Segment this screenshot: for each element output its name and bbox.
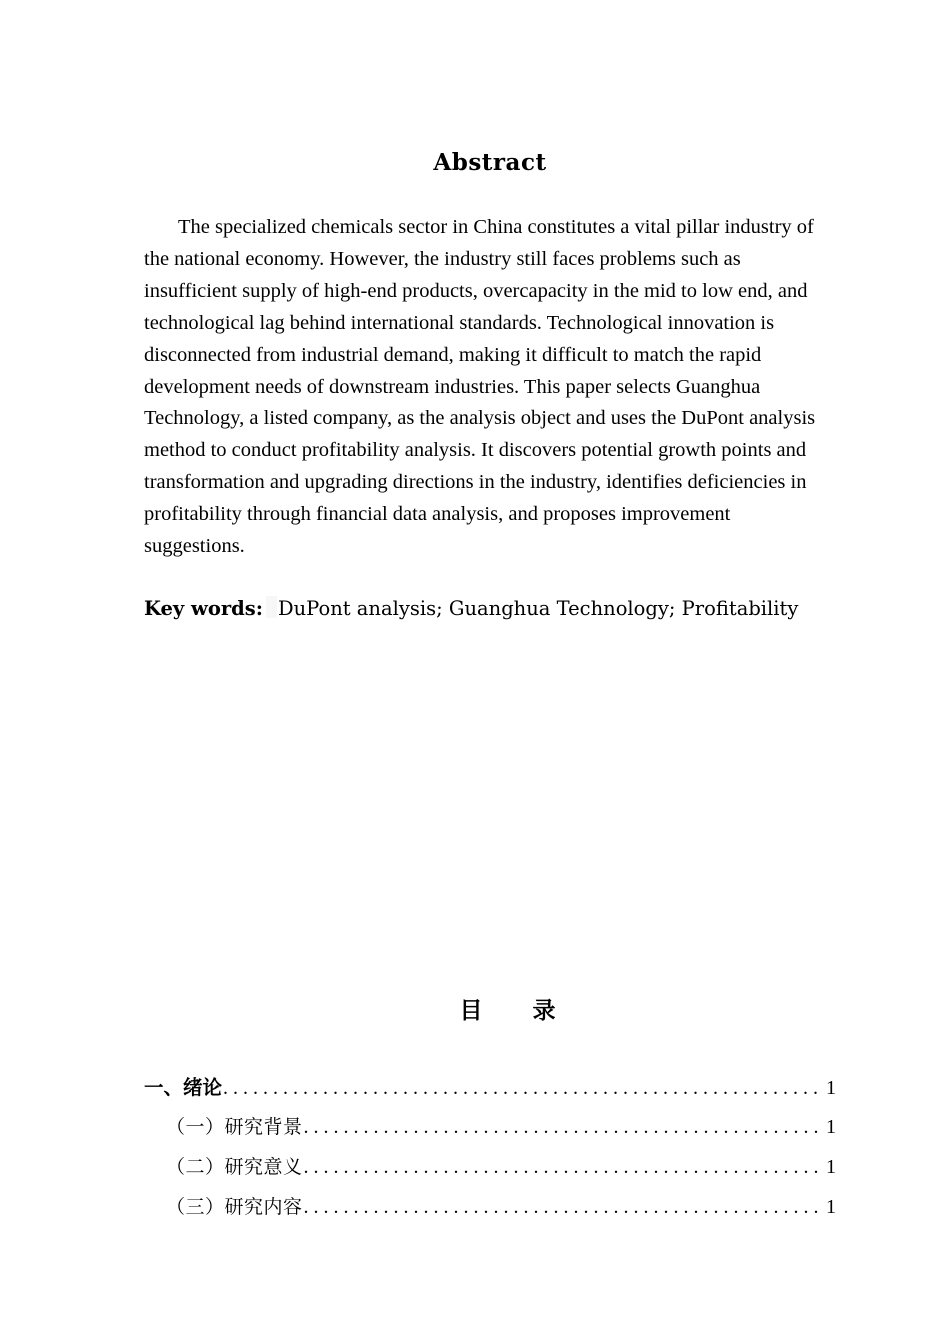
toc-entry-label: 一、绪论 — [144, 1076, 223, 1099]
toc-entry-label: （一）研究背景 — [166, 1116, 303, 1138]
toc-entry-label: （三）研究内容 — [166, 1196, 303, 1218]
toc-title — [0, 992, 950, 1025]
keywords-value: DuPont analysis; Guanghua Technology; Profitability — [277, 597, 799, 620]
keywords-spacer — [266, 596, 277, 618]
toc-title-char-1: 目 — [459, 998, 483, 1024]
table-of-contents — [144, 1072, 836, 1232]
toc-entry-label: （二）研究意义 — [166, 1156, 303, 1178]
toc-dot-leader — [304, 1116, 822, 1139]
toc-entry-introduction[interactable] — [144, 1072, 836, 1112]
toc-entry-significance[interactable] — [144, 1152, 836, 1192]
toc-title-char-2: 录 — [532, 998, 556, 1024]
toc-page-number: 1 — [826, 1196, 836, 1218]
toc-page-number: 1 — [826, 1077, 836, 1099]
abstract-paragraph: The specialized chemicals sector in China constitutes a vital pillar industry of the national economy. However, the industry still faces problems such as insufficient supply of high-end products, overcapacity in the mid to low end, and technological lag behind international standards. Technological innovation is disconnected from industrial demand, making it difficult to match the rapid development needs of downstream industries. This paper selects Guanghua Technology, a listed company, as the analysis object and uses the DuPont analysis method to conduct profitability analysis. It discovers potential growth points and transformation and upgrading directions in the industry, identifies deficiencies in profitability through financial data analysis, and proposes improvement suggestions. — [144, 216, 816, 558]
toc-page-number: 1 — [826, 1116, 836, 1138]
toc-page-number: 1 — [826, 1156, 836, 1178]
toc-dot-leader — [304, 1196, 822, 1219]
toc-entry-background[interactable] — [144, 1112, 836, 1152]
abstract-title: Abstract — [433, 149, 547, 176]
toc-entry-content[interactable] — [144, 1192, 836, 1232]
keywords-label: Key words: — [144, 597, 263, 620]
toc-dot-leader — [223, 1077, 822, 1100]
keywords-line — [144, 596, 844, 620]
abstract-body — [144, 212, 834, 563]
toc-dot-leader — [304, 1156, 822, 1179]
